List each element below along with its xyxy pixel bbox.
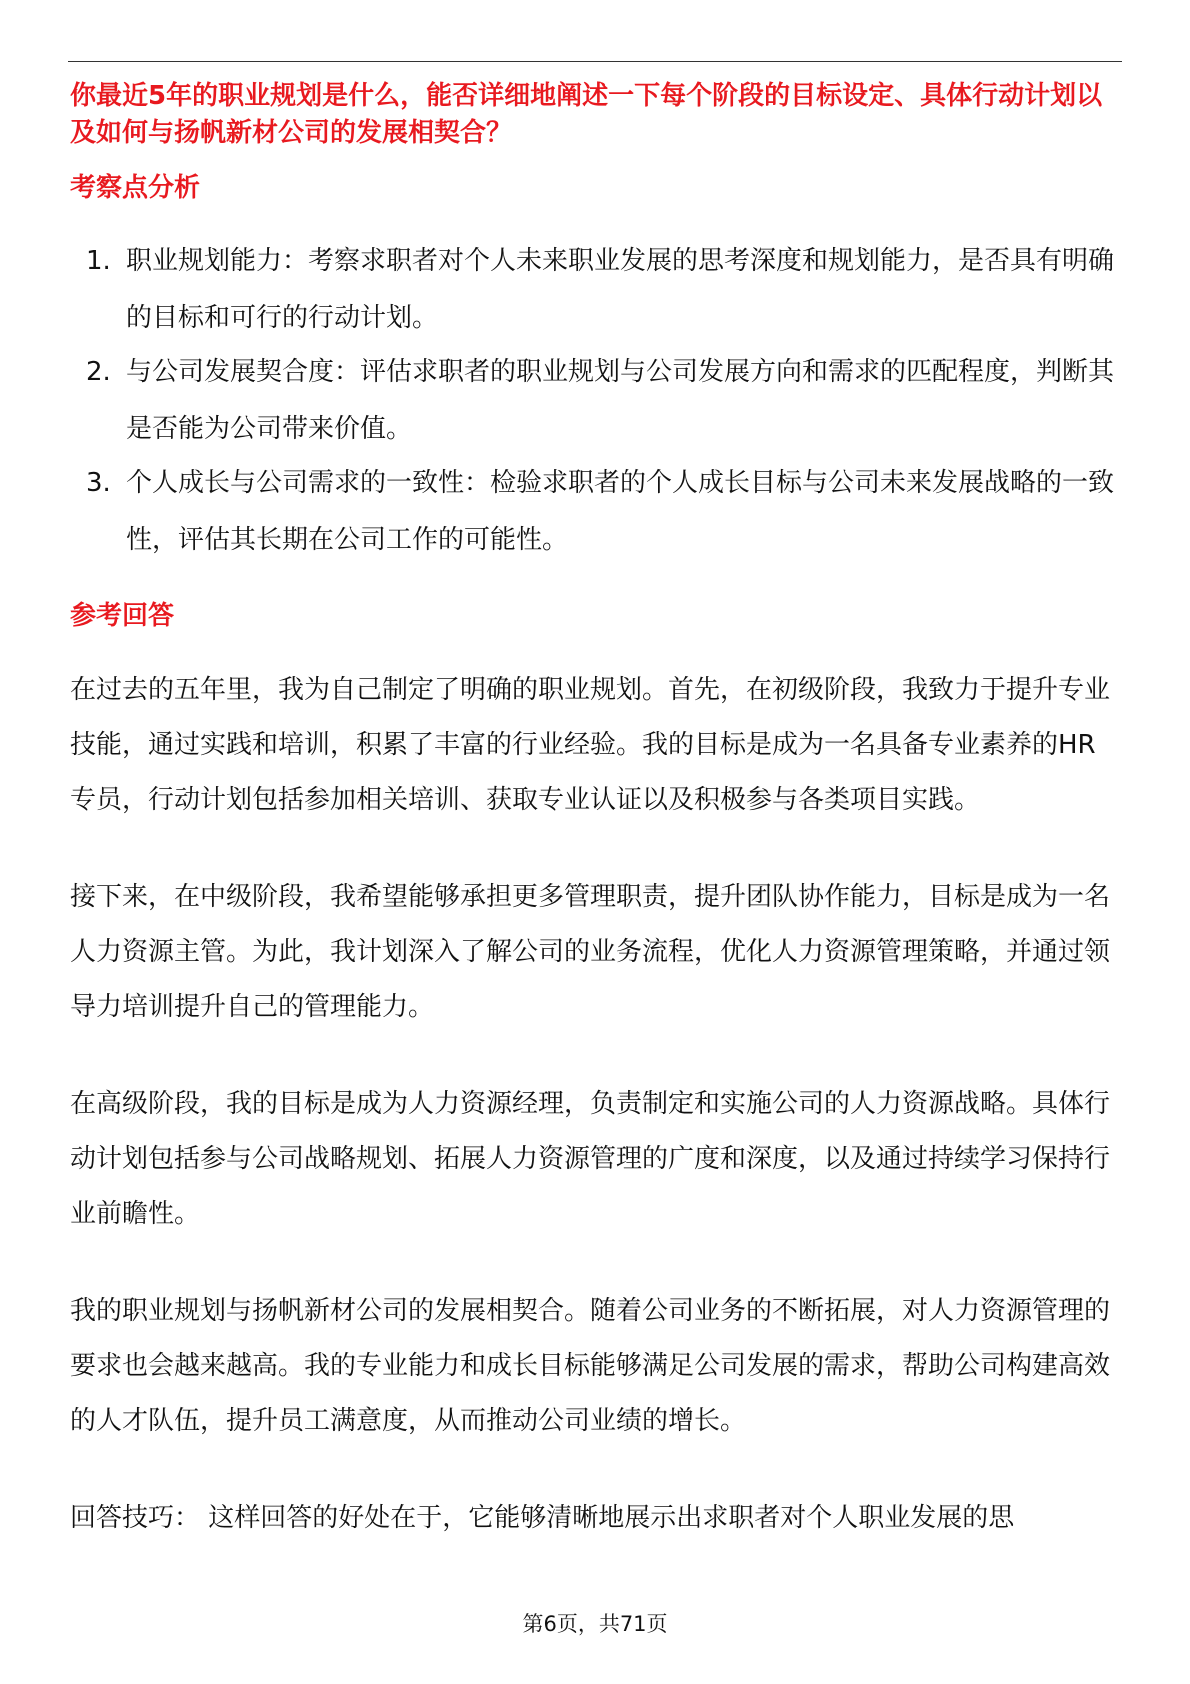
answer-title: 参考回答 xyxy=(70,601,175,631)
list-text: 与公司发展契合度：评估求职者的职业规划与公司发展方向和需求的匹配程度，判断其是否能为公司带来价值。 xyxy=(126,357,1115,444)
list-text: 职业规划能力：考察求职者对个人未来职业发展的思考深度和规划能力，是否具有明确的目标和可行的行动计划。 xyxy=(126,246,1115,333)
top-divider xyxy=(68,61,1122,62)
analysis-title: 考察点分析 xyxy=(70,173,201,203)
page-number-footer: 第6页，共71页 xyxy=(522,1612,668,1636)
page-content xyxy=(70,78,1120,1546)
list-number: 1. xyxy=(86,246,111,276)
answer-paragraph: 在过去的五年里，我为自己制定了明确的职业规划。首先，在初级阶段，我致力于提升专业技能，通过实践和培训，积累了丰富的行业经验。我的目标是成为一名具备专业素养的HR专员，行动计划包括参加相关培训、获取专业认证以及积极参与各类项目实践。 xyxy=(70,675,1111,815)
list-item xyxy=(70,344,1120,458)
list-number: 3. xyxy=(86,468,111,498)
question-heading: 你最近5年的职业规划是什么，能否详细地阐述一下每个阶段的目标设定、具体行动计划以及如何与扬帆新材公司的发展相契合？ xyxy=(70,81,1103,148)
list-number: 2. xyxy=(86,357,111,387)
answer-paragraph: 接下来，在中级阶段，我希望能够承担更多管理职责，提升团队协作能力，目标是成为一名人力资源主管。为此，我计划深入了解公司的业务流程，优化人力资源管理策略，并通过领导力培训提升自己的管理能力。 xyxy=(70,882,1111,1022)
answer-tip-paragraph: 回答技巧： 这样回答的好处在于，它能够清晰地展示出求职者对个人职业发展的思 xyxy=(70,1503,1015,1533)
list-item xyxy=(70,233,1120,347)
list-text: 个人成长与公司需求的一致性：检验求职者的个人成长目标与公司未来发展战略的一致性，评估其长期在公司工作的可能性。 xyxy=(126,468,1115,555)
answer-paragraph: 在高级阶段，我的目标是成为人力资源经理，负责制定和实施公司的人力资源战略。具体行动计划包括参与公司战略规划、拓展人力资源管理的广度和深度，以及通过持续学习保持行业前瞻性。 xyxy=(70,1089,1111,1229)
list-item xyxy=(70,455,1120,569)
analysis-list xyxy=(70,233,1120,569)
answer-paragraph: 我的职业规划与扬帆新材公司的发展相契合。随着公司业务的不断拓展，对人力资源管理的要求也会越来越高。我的专业能力和成长目标能够满足公司发展的需求，帮助公司构建高效的人才队伍，提升员工满意度，从而推动公司业绩的增长。 xyxy=(70,1296,1111,1436)
